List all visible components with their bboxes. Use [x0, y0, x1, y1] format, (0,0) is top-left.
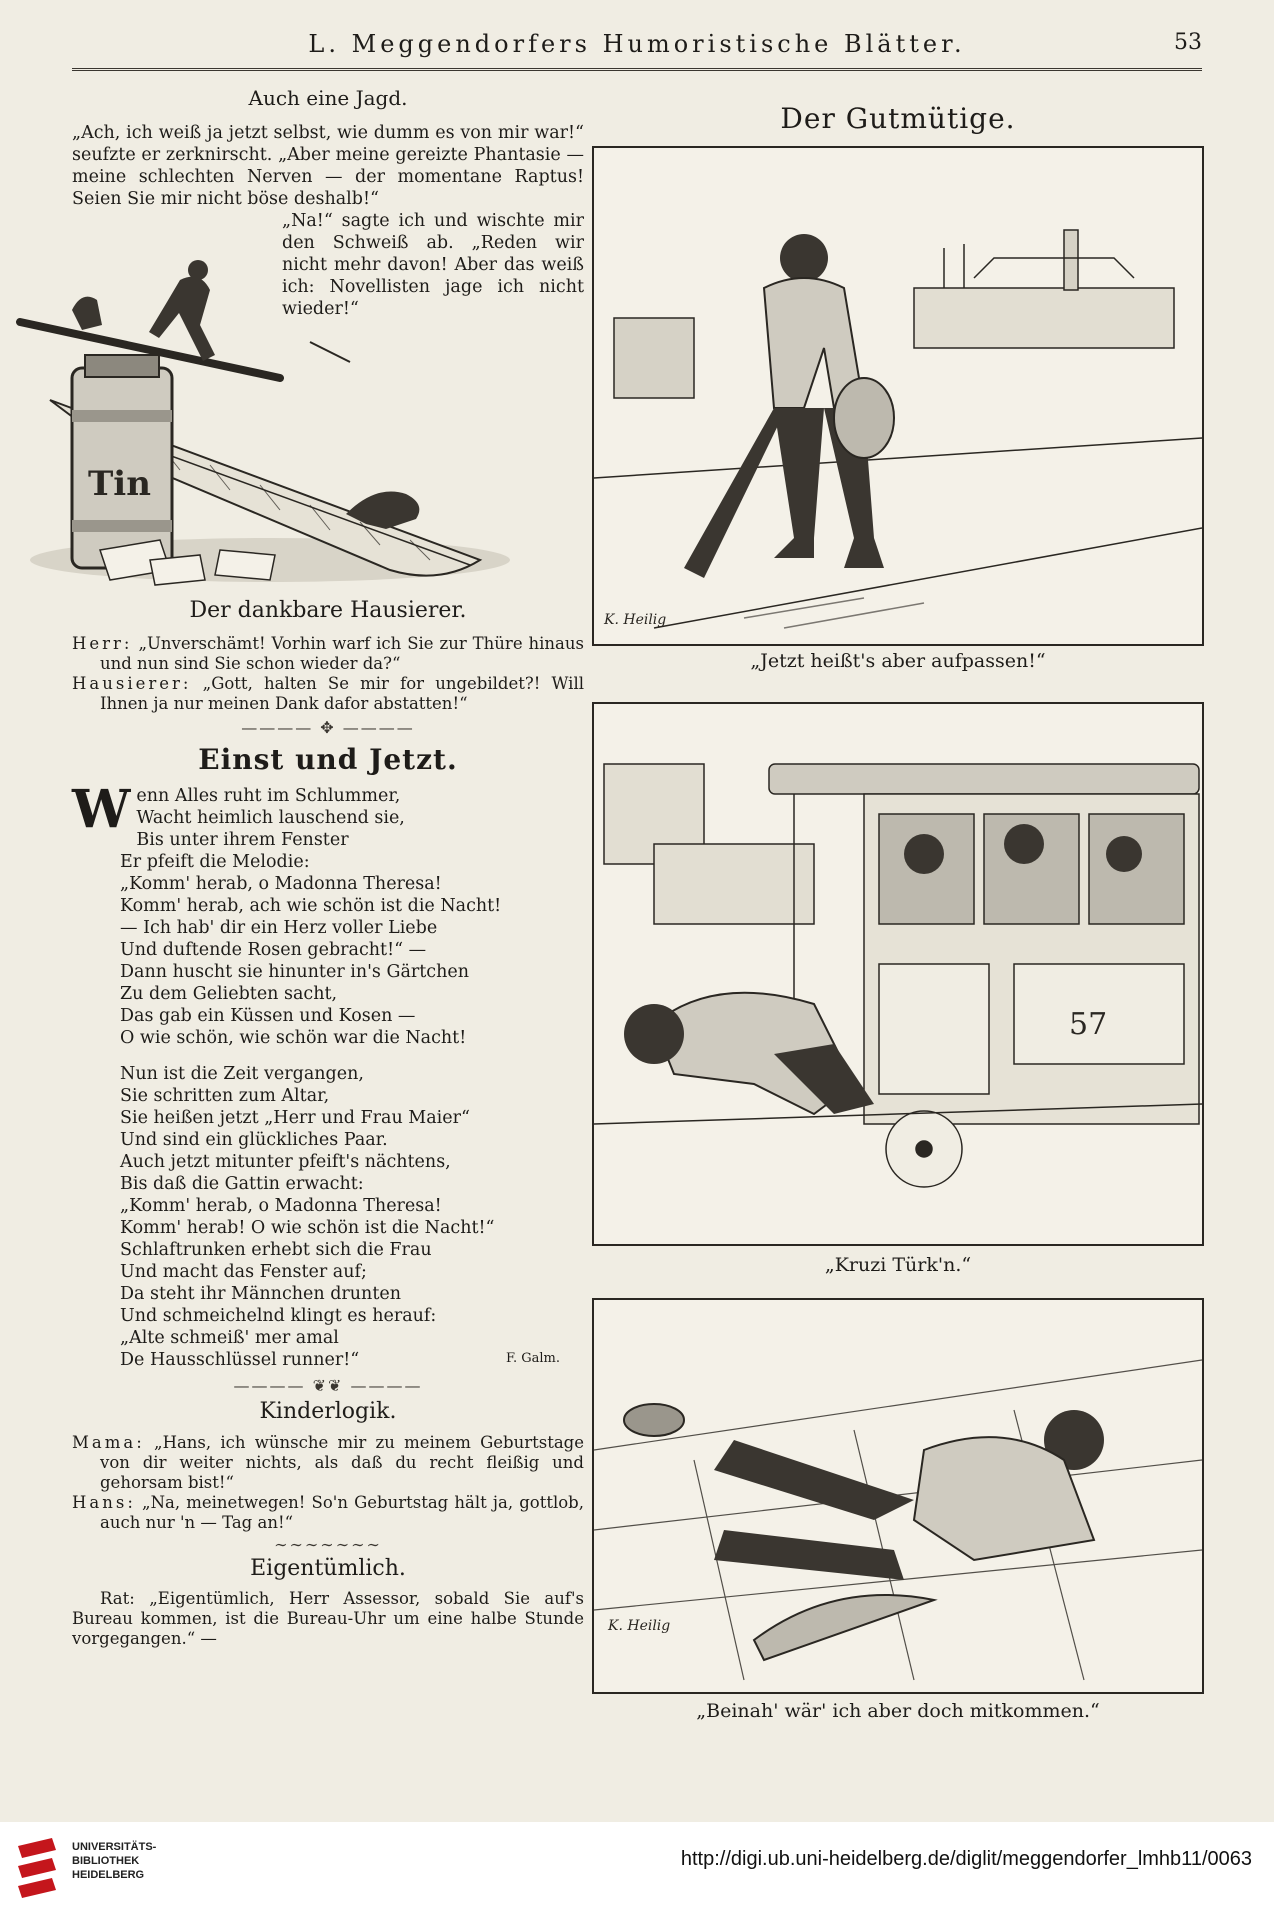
poem-line: Bis unter ihrem Fenster — [136, 829, 349, 850]
poem-line: Sie heißen jetzt „Herr und Frau Maier“ — [120, 1107, 470, 1128]
poem-stanza-2 — [72, 1063, 584, 1371]
poem-line: Wacht heimlich lauschend sie, — [136, 807, 405, 828]
poem-line: „Komm' herab, o Madonna Theresa! — [120, 1195, 442, 1216]
inkwell-label: Tin — [88, 464, 151, 504]
page-header — [72, 22, 1202, 62]
library-name — [72, 1840, 156, 1882]
jagd-paragraph-2: „Na!“ sagte ich und wischte mir den Schweiß ab. „Reden wir nicht mehr davon! Aber das weiß ich: Novellisten jage ich nicht wieder!“ — [282, 211, 584, 319]
signature: K. Heilig — [608, 1618, 671, 1634]
poem-einst-und-jetzt — [72, 778, 584, 1370]
poem-line: Da steht ihr Männchen drunten — [120, 1283, 401, 1304]
speaker-mama: Mama: — [72, 1433, 145, 1453]
library-logo-icon — [12, 1836, 64, 1906]
poem-line: Komm' herab, ach wie schön ist die Nacht! — [120, 895, 502, 916]
poem-line: — Ich hab' dir ein Herz voller Liebe — [120, 917, 438, 938]
drop-cap: W — [72, 778, 131, 840]
caption-1: „Jetzt heißt's aber aufpassen!“ — [750, 650, 1046, 672]
poem-first-line: enn Alles ruht im Schlummer, — [136, 785, 401, 806]
illustration-panel-2 — [592, 702, 1204, 1246]
caption-3: „Beinah' wär' ich aber doch mitkommen.“ — [696, 1700, 1100, 1722]
jagd-paragraph-1: „Ach, ich weiß ja jetzt selbst, wie dumm es von mir war!“ seufzte er zerknirscht. „Aber meine gereizte Phantasie — meine schlechten Nerven — der momentane Raptus! Seien Sie mir nicht böse deshalb!“ — [72, 123, 584, 209]
hans-text: „Na, meinetwegen! So'n Geburtstag hält ja, gottlob, auch nur 'n — Tag an!“ — [100, 1493, 584, 1533]
page-number: 53 — [1174, 30, 1202, 55]
signature: K. Heilig — [604, 612, 667, 628]
title-eigentuemlich: Eigentümlich. — [250, 1556, 406, 1582]
kinder-line-mama — [72, 1433, 584, 1493]
poem-line: Dann huscht sie hinunter in's Gärtchen — [120, 961, 469, 982]
title-der-gutmuetige: Der Gutmütige. — [780, 102, 1016, 135]
hausierer-text: „Gott, halten Se mir for ungebildet?! Will Ihnen ja nur meinen Dank dafor abstatten!“ — [100, 674, 584, 714]
illustration-panel-1 — [592, 146, 1204, 646]
poem-line: Sie schritten zum Altar, — [120, 1085, 330, 1106]
wavy-divider: ∼∼∼∼∼∼∼ — [274, 1535, 382, 1555]
title-dankbare-hausierer: Der dankbare Hausierer. — [189, 598, 467, 623]
poem-line: Bis daß die Gattin erwacht: — [120, 1173, 364, 1194]
poem-stanza-1 — [72, 807, 584, 1049]
hausierer-line-herr — [72, 634, 584, 674]
header-rule — [72, 68, 1202, 71]
poem-line: Nun ist die Zeit vergangen, — [120, 1063, 364, 1084]
poem-line: O wie schön, wie schön war die Nacht! — [120, 1027, 467, 1048]
mama-text: „Hans, ich wünsche mir zu meinem Geburtstage von dir weiter nichts, als daß du recht fleißig und gehorsam bist!“ — [100, 1433, 584, 1493]
ornament-divider: ———— ❦❦ ———— — [233, 1375, 423, 1395]
tram-number: 57 — [1069, 1007, 1108, 1042]
digitization-footer — [0, 1822, 1274, 1917]
herr-text: „Unverschämt! Vorhin warf ich Sie zur Thüre hinaus und nun sind Sie schon wieder da?“ — [100, 634, 584, 674]
poem-line: Zu dem Geliebten sacht, — [120, 983, 338, 1004]
poem-line: Schlaftrunken erhebt sich die Frau — [120, 1239, 432, 1260]
eigen-text: Rat: „Eigentümlich, Herr Assessor, sobald Sie auf's Bureau kommen, ist die Bureau-Uhr um eine halbe Stunde vorgegangen.“ — — [72, 1588, 584, 1648]
poem-line: Er pfeift die Melodie: — [120, 851, 310, 872]
jagd-illustration-block — [72, 210, 584, 592]
poem-line: Komm' herab! O wie schön ist die Nacht!“ — [120, 1217, 495, 1238]
poem-line: „Komm' herab, o Madonna Theresa! — [120, 873, 442, 894]
poem-line: Und macht das Fenster auf; — [120, 1261, 367, 1282]
library-name-line-2: BIBLIOTHEK — [72, 1855, 140, 1867]
ornament-divider: ———— ✥ ———— — [241, 718, 415, 738]
source-url-link[interactable]: http://digi.ub.uni-heidelberg.de/diglit/meggendorfer_lmhb11/0063 — [680, 1848, 1252, 1870]
running-title: L. Meggendorfers Humoristische Blätter. — [308, 30, 966, 58]
left-column — [72, 80, 584, 1649]
library-name-line-3: HEIDELBERG — [72, 1869, 145, 1881]
poem-author: F. Galm. — [505, 1350, 560, 1366]
kinder-line-hans — [72, 1493, 584, 1533]
poem-line: „Alte schmeiß' mer amal — [120, 1327, 339, 1348]
title-auch-eine-jagd: Auch eine Jagd. — [248, 86, 408, 110]
poem-line: Auch jetzt mitunter pfeift's nächtens, — [120, 1151, 451, 1172]
title-einst-und-jetzt: Einst und Jetzt. — [198, 743, 458, 777]
illustration-panel-3 — [592, 1298, 1204, 1694]
poem-line: De Hausschlüssel runner!“ — [120, 1349, 360, 1370]
library-name-line-1: UNIVERSITÄTS- — [72, 1841, 157, 1853]
inkwell-quill-illustration — [10, 230, 530, 592]
poem-line: Und duftende Rosen gebracht!“ — — [120, 939, 427, 960]
caption-2: „Kruzi Türk'n.“ — [824, 1254, 972, 1276]
speaker-hans: Hans: — [72, 1493, 136, 1513]
hausierer-line-hausierer — [72, 674, 584, 714]
poem-line: Und schmeichelnd klingt es herauf: — [120, 1305, 437, 1326]
speaker-herr: Herr: — [72, 634, 133, 654]
poem-line: Das gab ein Küssen und Kosen — — [120, 1005, 416, 1026]
title-kinderlogik: Kinderlogik. — [259, 1398, 397, 1424]
poem-line: Und sind ein glückliches Paar. — [120, 1129, 388, 1150]
speaker-hausierer: Hausierer: — [72, 674, 192, 694]
